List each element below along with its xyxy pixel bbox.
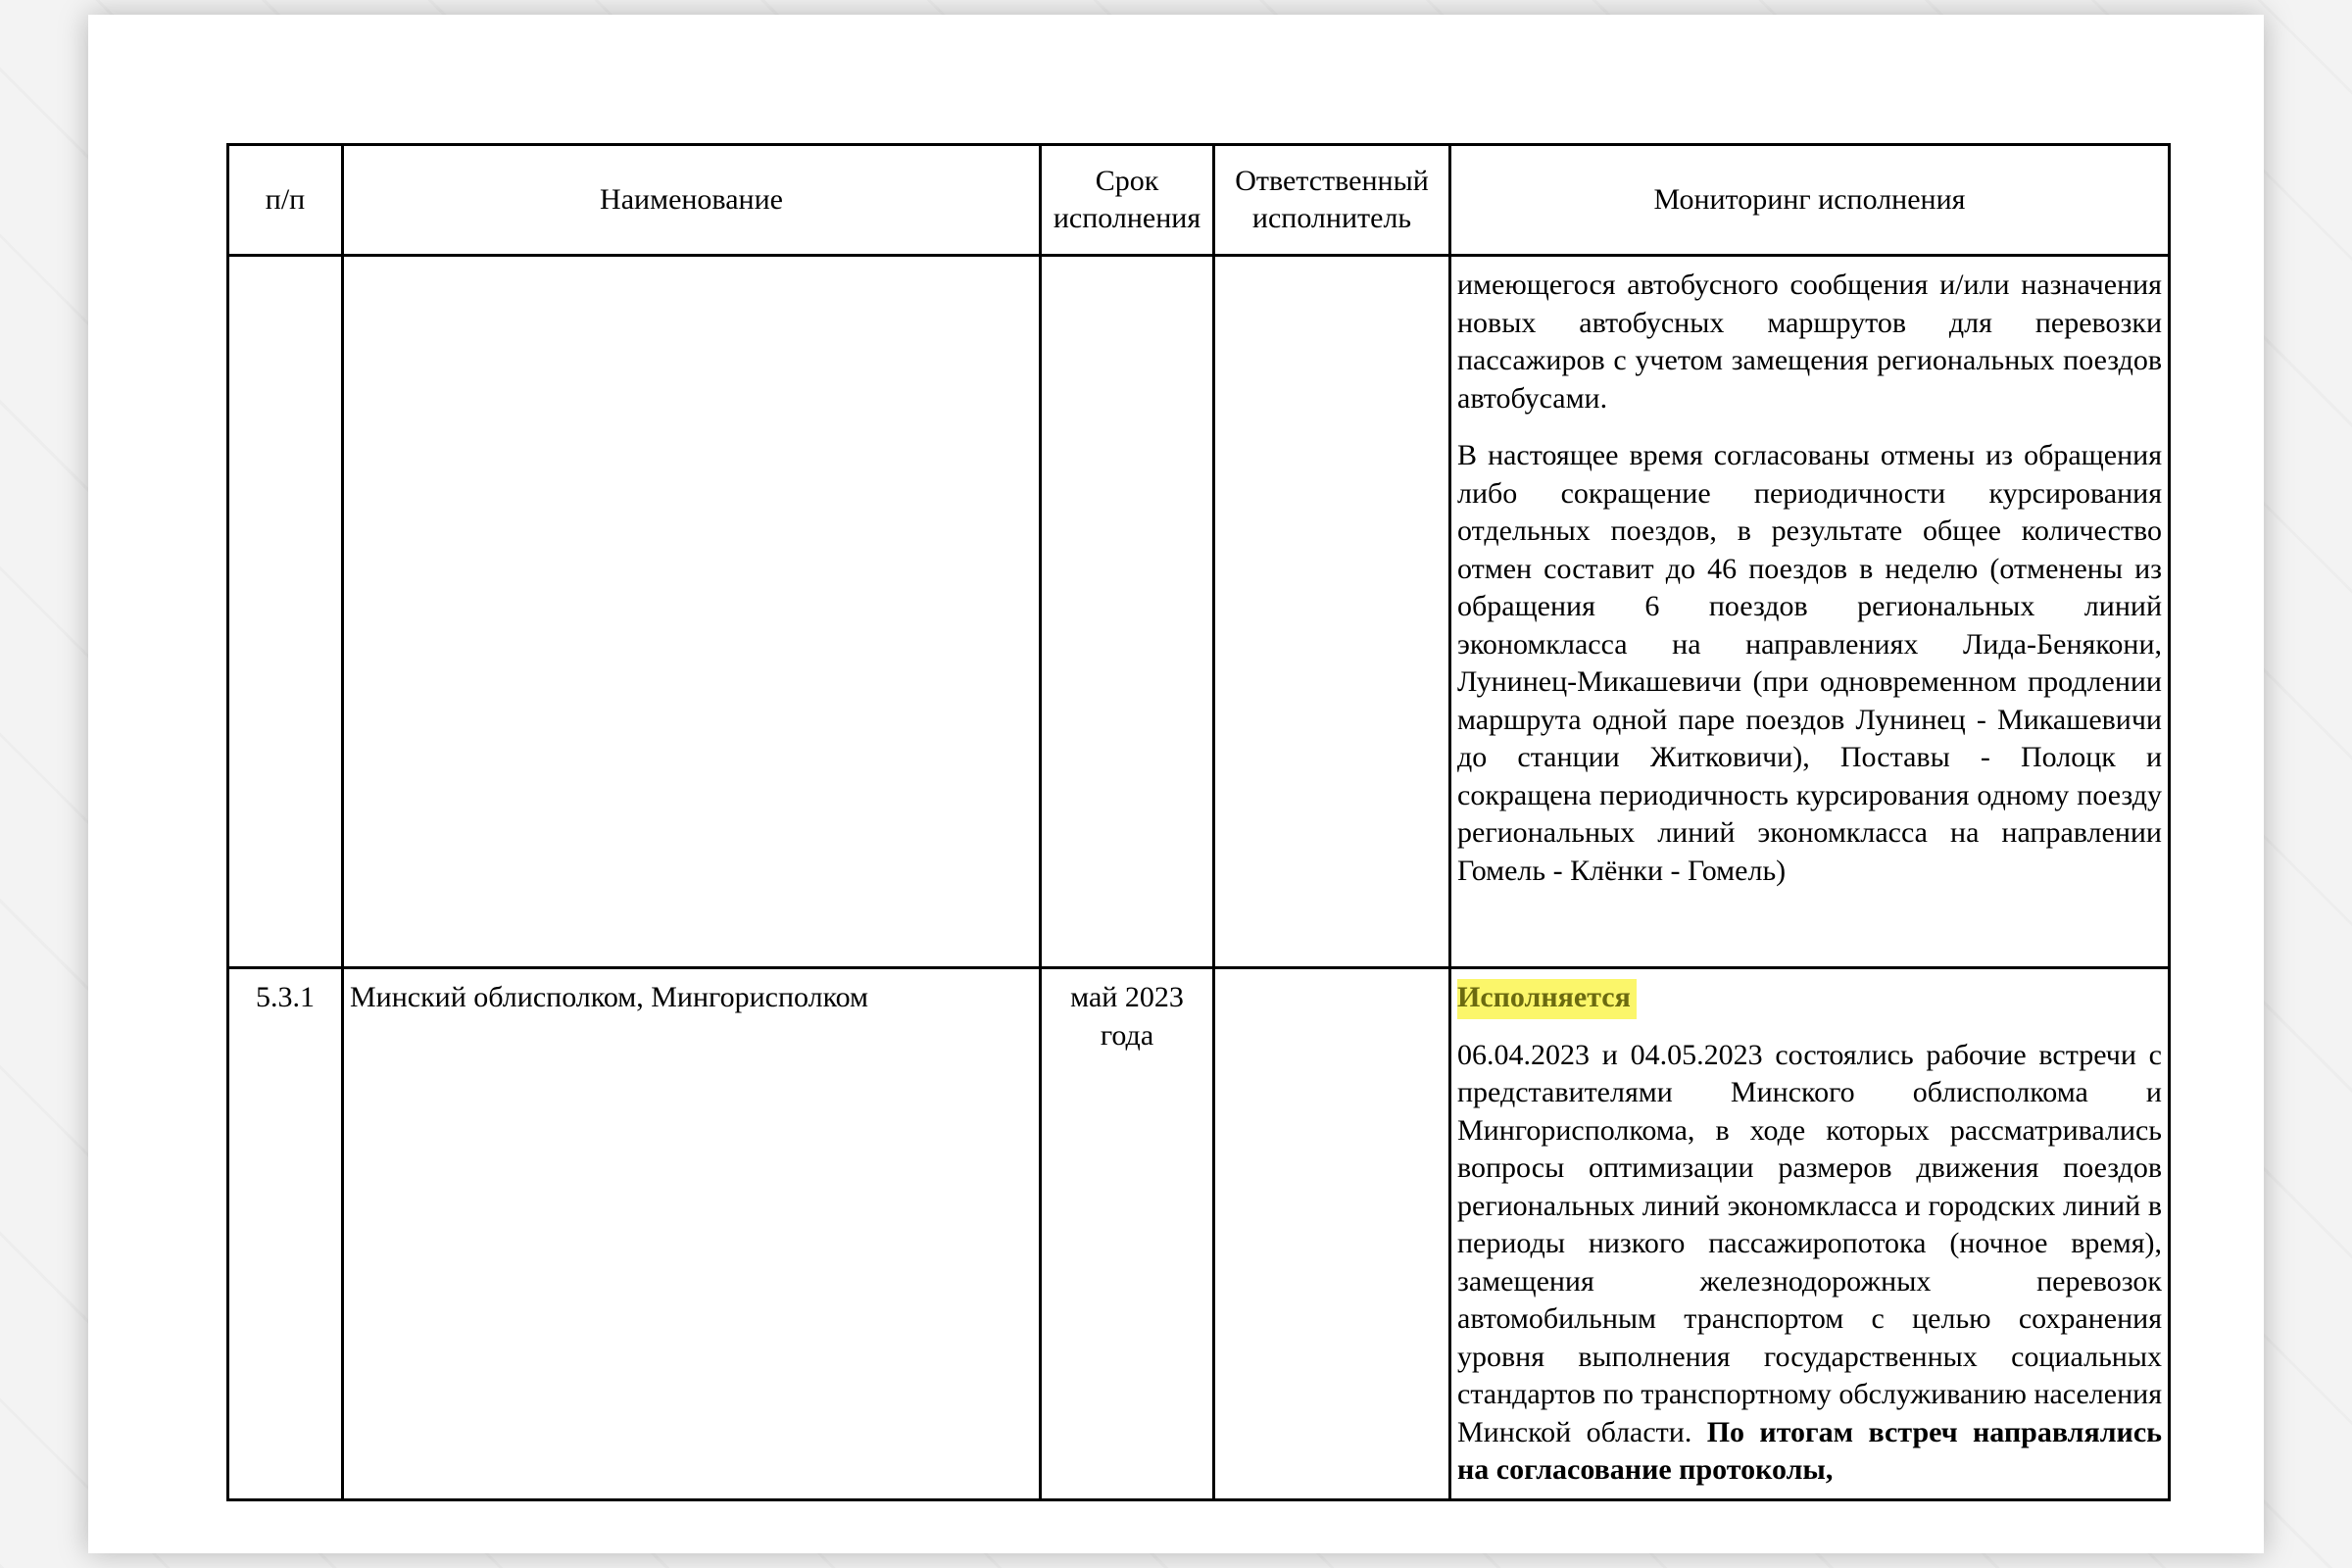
cell-number: 5.3.1 <box>228 968 343 1500</box>
monitoring-table <box>226 143 2171 1501</box>
cell-responsible <box>1214 968 1450 1500</box>
monitoring-paragraph: имеющегося автобусного сообщения и/или назначения новых автобусных маршрутов для перевозки пассажиров с учетом замещения региональных поездов автобусами. <box>1457 269 2162 415</box>
header-name: Наименование <box>343 145 1041 256</box>
monitoring-text: 06.04.2023 и 04.05.2023 состоялись рабочие встречи с представителями Минского облисполкома и Мингорисполкома, в ходе которых рассматривались вопросы оптимизации размеров движения поездов региональных линий экономкласса и городских линий в периоды низкого пассажиропотока (ночное время), замещения железнодорожных перевозок автомобильным транспортом с целью сохранения уровня выполнения государственных социальных стандартов по транспортному обслуживанию населения Минской области. <box>1457 1038 2162 1448</box>
monitoring-bold-text: По итогам встреч направлялись на согласование протоколы, <box>1457 1415 2162 1486</box>
cell-responsible <box>1214 256 1450 968</box>
status-badge: Исполняется <box>1457 979 1637 1019</box>
header-monitoring: Мониторинг исполнения <box>1450 145 2170 256</box>
cell-name <box>343 256 1041 968</box>
table-header-row <box>228 145 2170 256</box>
cell-monitoring <box>1450 256 2170 968</box>
document-page <box>88 15 2264 1553</box>
header-deadline: Срок исполнения <box>1041 145 1214 256</box>
monitoring-paragraph <box>1457 1037 2162 1490</box>
header-responsible: Ответственный исполнитель <box>1214 145 1450 256</box>
table-row <box>228 256 2170 968</box>
cell-number <box>228 256 343 968</box>
table-row <box>228 968 2170 1500</box>
cell-name: Минский облисполком, Мингорисполком <box>343 968 1041 1500</box>
monitoring-paragraph: В настоящее время согласованы отмены из обращения либо сокращение периодичности курсирования отдельных поездов, в результате общее количество отмен составит до 46 поездов в неделю (отменены из обращения 6 поездов региональных линий экономкласса на направлениях Лида-Бенякони, Лунинец-Микашевичи (при одновременном продлении маршрута одной паре поездов Лунинец - Микашевичи до станции Житковичи), Поставы - Полоцк и сокращена периодичность курсирования одному поезду региональных линий экономкласса на направлении Гомель - Клёнки - Гомель) <box>1457 439 2162 887</box>
header-number: п/п <box>228 145 343 256</box>
cell-deadline <box>1041 256 1214 968</box>
cell-deadline: май 2023 года <box>1041 968 1214 1500</box>
cell-monitoring <box>1450 968 2170 1500</box>
